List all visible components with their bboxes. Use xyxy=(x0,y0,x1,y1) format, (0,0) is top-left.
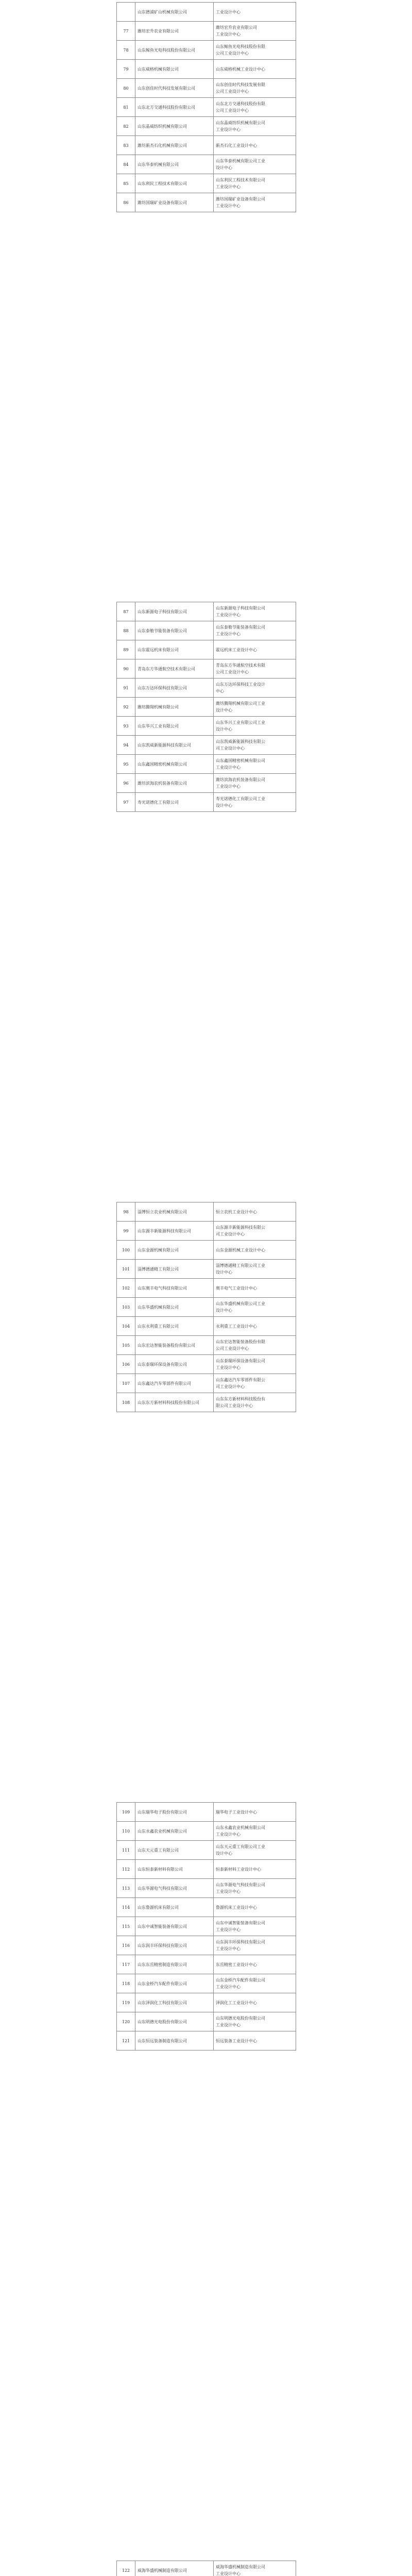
row-number-cell: 99 xyxy=(117,1222,135,1241)
row-number-cell: 95 xyxy=(117,755,135,774)
design-center-cell: 寿光诺德化工有限公司工业 设计中心 xyxy=(214,793,296,812)
design-center-cell: 山东永鑫农业机械有限公司 工业设计中心 xyxy=(214,1822,296,1841)
company-name-cell: 寿光诺德化工有限公司 xyxy=(135,793,214,812)
design-center-cell: 山东万达环保科技工业设计 中心 xyxy=(214,679,296,698)
design-center-cell: 泽润化工工业设计中心 xyxy=(214,1993,296,2012)
design-center-cell: 山东华源电气科技有限公司 工业设计中心 xyxy=(214,1879,296,1898)
design-center-cell: 山东鲸鱼光电科技股份有限 公司工业设计中心 xyxy=(214,41,296,60)
row-number-cell: 87 xyxy=(117,602,135,621)
design-center-cell: 山东创佳时代科技发展有限 公司工业设计中心 xyxy=(214,79,296,98)
row-number-cell: 82 xyxy=(117,117,135,136)
design-center-cell: 山东东方新材料科技股份有 限公司工业设计中心 xyxy=(214,1393,296,1412)
company-name-cell: 淄博恒立农业机械有限公司 xyxy=(135,1202,214,1222)
row-number-cell: 92 xyxy=(117,698,135,717)
table-row xyxy=(117,1841,296,1860)
row-number-cell: 119 xyxy=(117,1993,135,2012)
company-name-cell: 山东万达环保科技有限公司 xyxy=(135,679,214,698)
table-row xyxy=(117,155,296,174)
design-center-cell: 永利重工工业设计中心 xyxy=(214,1317,296,1336)
company-name-cell: 山东天元重工有限公司 xyxy=(135,1841,214,1860)
row-number-cell: 89 xyxy=(117,640,135,659)
table-row xyxy=(117,1955,296,1974)
row-number-cell: 111 xyxy=(117,1841,135,1860)
row-number-cell: 118 xyxy=(117,1974,135,1993)
table-row xyxy=(117,1336,296,1355)
company-name-cell: 山东瑞华电子股份有限公司 xyxy=(135,1803,214,1822)
design-center-cell: 山东鑫国精密机械有限公司 工业设计中心 xyxy=(214,755,296,774)
row-number-cell: 110 xyxy=(117,1822,135,1841)
table-row xyxy=(117,1803,296,1822)
design-center-cell: 山东润丰环保科技有限公司 工业设计中心 xyxy=(214,1936,296,1955)
table-row xyxy=(117,1222,296,1241)
design-center-cell: 潍坊滨海农机装备有限公司 工业设计中心 xyxy=(214,774,296,793)
design-center-cell: 淄博德通精工有限公司工业 设计中心 xyxy=(214,1260,296,1279)
table-row xyxy=(117,1993,296,2012)
design-center-cell: 山东金源机械工业设计中心 xyxy=(214,1241,296,1260)
design-center-cell: 威海华盛机械制造有限公司 工业设计中心 xyxy=(214,2561,296,2576)
company-name-cell: 山东华兴工业有限公司 xyxy=(135,717,214,736)
company-name-cell: 潍坊国瑞矿业设备有限公司 xyxy=(135,193,214,212)
table-row xyxy=(117,1355,296,1374)
table-row xyxy=(117,774,296,793)
table-row xyxy=(117,1202,296,1222)
design-center-cell: 山东明德光电股份有限公司 工业设计中心 xyxy=(214,2012,296,2031)
centers-table xyxy=(116,1202,296,1412)
design-center-cell: 瑞华电子工业设计中心 xyxy=(214,1803,296,1822)
table-row xyxy=(117,1241,296,1260)
table-row xyxy=(117,602,296,621)
table-row xyxy=(117,1917,296,1936)
design-center-cell: 山东金桥汽车配件有限公司 工业设计中心 xyxy=(214,1974,296,1993)
table-row xyxy=(117,1898,296,1917)
table-row xyxy=(117,1298,296,1317)
table-row xyxy=(117,2031,296,2050)
company-name-cell: 青岛东方华通航空技术有限公司 xyxy=(135,659,214,679)
centers-table xyxy=(116,602,296,812)
design-center-cell: 山东凯威新能源科技有限公 司工业设计中心 xyxy=(214,736,296,755)
company-name-cell: 山东永利重工有限公司 xyxy=(135,1317,214,1336)
company-name-cell: 山东东岳精密制造有限公司 xyxy=(135,1955,214,1974)
row-number-cell: 93 xyxy=(117,717,135,736)
company-name-cell: 山东新源电子科技有限公司 xyxy=(135,602,214,621)
table-row xyxy=(117,1260,296,1279)
row-number-cell: 84 xyxy=(117,155,135,174)
table-row xyxy=(117,98,296,117)
company-name-cell: 山东北方交通科技股份有限公司 xyxy=(135,98,214,117)
row-number-cell: 117 xyxy=(117,1955,135,1974)
design-center-cell: 新杰石化工业设计中心 xyxy=(214,136,296,155)
table-row xyxy=(117,117,296,136)
company-name-cell: 山东奥丰电气科技有限公司 xyxy=(135,1279,214,1298)
row-number-cell: 96 xyxy=(117,774,135,793)
company-name-cell: 山东华源电气科技有限公司 xyxy=(135,1879,214,1898)
table-row xyxy=(117,1374,296,1393)
table-row xyxy=(117,1860,296,1879)
row-number-cell: 94 xyxy=(117,736,135,755)
row-number-cell: 98 xyxy=(117,1202,135,1222)
row-number-cell: 100 xyxy=(117,1241,135,1260)
design-center-cell: 山东新源电子科技有限公司 工业设计中心 xyxy=(214,602,296,621)
row-number-cell xyxy=(117,3,135,22)
design-center-cell: 霍远机床工业设计中心 xyxy=(214,640,296,659)
table-row xyxy=(117,793,296,812)
row-number-cell: 103 xyxy=(117,1298,135,1317)
design-center-cell: 奥丰电气工业设计中心 xyxy=(214,1279,296,1298)
company-name-cell: 山东霍远机床有限公司 xyxy=(135,640,214,659)
row-number-cell: 97 xyxy=(117,793,135,812)
row-number-cell: 121 xyxy=(117,2031,135,2050)
row-number-cell: 108 xyxy=(117,1393,135,1412)
table-row xyxy=(117,1393,296,1412)
row-number-cell: 107 xyxy=(117,1374,135,1393)
design-center-cell: 山东晶威纺织机械有限公司 工业设计中心 xyxy=(214,117,296,136)
company-name-cell: 山东永鑫农业机械有限公司 xyxy=(135,1822,214,1841)
company-name-cell: 山东德浦矿山机械有限公司 xyxy=(135,3,214,22)
table-row xyxy=(117,717,296,736)
row-number-cell: 86 xyxy=(117,193,135,212)
row-number-cell: 88 xyxy=(117,621,135,640)
table-row xyxy=(117,736,296,755)
row-number-cell: 105 xyxy=(117,1336,135,1355)
company-name-cell: 潍坊新杰石化机械有限公司 xyxy=(135,136,214,155)
row-number-cell: 78 xyxy=(117,41,135,60)
row-number-cell: 77 xyxy=(117,22,135,41)
table-row xyxy=(117,1879,296,1898)
table-row xyxy=(117,621,296,640)
row-number-cell: 104 xyxy=(117,1317,135,1336)
row-number-cell: 81 xyxy=(117,98,135,117)
design-center-cell: 潍坊腾翔机械有限公司工业 设计中心 xyxy=(214,698,296,717)
table-row xyxy=(117,640,296,659)
row-number-cell: 90 xyxy=(117,659,135,679)
company-name-cell: 山东威格机械有限公司 xyxy=(135,60,214,79)
centers-table xyxy=(116,1802,296,2050)
design-center-cell: 东岳精密工业设计中心 xyxy=(214,1955,296,1974)
company-name-cell: 山东金桥汽车配件有限公司 xyxy=(135,1974,214,1993)
company-name-cell: 山东东方新材料科技股份有限公司 xyxy=(135,1393,214,1412)
design-center-cell: 山东宏达智能装备股份有限 公司工业设计中心 xyxy=(214,1336,296,1355)
row-number-cell: 112 xyxy=(117,1860,135,1879)
table-row xyxy=(117,22,296,41)
company-name-cell: 山东中诚智能装备有限公司 xyxy=(135,1917,214,1936)
design-center-cell: 潍坊宏升农业有限公司 工业设计中心 xyxy=(214,22,296,41)
company-name-cell: 潍坊宏升农业有限公司 xyxy=(135,22,214,41)
table-row xyxy=(117,174,296,193)
row-number-cell: 106 xyxy=(117,1355,135,1374)
company-name-cell: 山东明德光电股份有限公司 xyxy=(135,2012,214,2031)
company-name-cell: 威海华盛机械制造有限公司 xyxy=(135,2561,214,2576)
company-name-cell: 山东润丰环保科技有限公司 xyxy=(135,1936,214,1955)
company-name-cell: 山东泽润化工科技有限公司 xyxy=(135,1993,214,2012)
design-center-cell: 山东泰勒节能装备有限公司 工业设计中心 xyxy=(214,621,296,640)
table-row xyxy=(117,1974,296,1993)
company-name-cell: 山东鲸鱼光电科技股份有限公司 xyxy=(135,41,214,60)
company-name-cell: 山东华盛机械有限公司 xyxy=(135,1298,214,1317)
table-row xyxy=(117,79,296,98)
row-number-cell: 115 xyxy=(117,1917,135,1936)
design-center-cell: 山东华盛机械有限公司工业 设计中心 xyxy=(214,1298,296,1317)
company-name-cell: 山东恒泰新材料有限公司 xyxy=(135,1860,214,1879)
company-name-cell: 山东鑫国精密机械有限公司 xyxy=(135,755,214,774)
company-name-cell: 山东泰瑞环保设备有限公司 xyxy=(135,1355,214,1374)
company-name-cell: 潍坊腾翔机械有限公司 xyxy=(135,698,214,717)
company-name-cell: 山东宏达智能装备股份有限公司 xyxy=(135,1336,214,1355)
row-number-cell: 122 xyxy=(117,2561,135,2576)
table-row xyxy=(117,3,296,22)
table-row xyxy=(117,659,296,679)
table-row xyxy=(117,1279,296,1298)
design-center-cell: 山东华兴工业有限公司工业 设计中心 xyxy=(214,717,296,736)
company-name-cell: 山东凯威新能源科技有限公司 xyxy=(135,736,214,755)
design-center-cell: 山东泰瑞环保设备有限公司 工业设计中心 xyxy=(214,1355,296,1374)
design-center-cell: 山东利民工程技术有限公司 工业设计中心 xyxy=(214,174,296,193)
company-name-cell: 山东鑫达汽车零部件有限公司 xyxy=(135,1374,214,1393)
table-row xyxy=(117,2012,296,2031)
design-center-cell: 恒远装备工业设计中心 xyxy=(214,2031,296,2050)
design-center-cell: 山东源丰新能源科技有限公 司工业设计中心 xyxy=(214,1222,296,1241)
company-name-cell: 山东华泰机械有限公司 xyxy=(135,155,214,174)
company-name-cell: 山东泰勒节能装备有限公司 xyxy=(135,621,214,640)
design-center-cell: 山东鑫达汽车零部件有限公 司工业设计中心 xyxy=(214,1374,296,1393)
company-name-cell: 山东晶威纺织机械有限公司 xyxy=(135,117,214,136)
design-center-cell: 鲁源机床工业设计中心 xyxy=(214,1898,296,1917)
row-number-cell: 120 xyxy=(117,2012,135,2031)
table-row xyxy=(117,2561,296,2576)
company-name-cell: 山东利民工程技术有限公司 xyxy=(135,174,214,193)
row-number-cell: 113 xyxy=(117,1879,135,1898)
row-number-cell: 91 xyxy=(117,679,135,698)
design-center-cell: 恒立农机工业设计中心 xyxy=(214,1202,296,1222)
design-center-cell: 山东华泰机械有限公司工业 设计中心 xyxy=(214,155,296,174)
company-name-cell: 山东金源机械有限公司 xyxy=(135,1241,214,1260)
table-row xyxy=(117,755,296,774)
design-center-cell: 工业设计中心 xyxy=(214,3,296,22)
company-name-cell: 淄博德通精工有限公司 xyxy=(135,1260,214,1279)
company-name-cell: 山东恒远装备制造有限公司 xyxy=(135,2031,214,2050)
table-row xyxy=(117,41,296,60)
table-row xyxy=(117,60,296,79)
centers-table xyxy=(116,2561,296,2576)
row-number-cell: 101 xyxy=(117,1260,135,1279)
row-number-cell: 116 xyxy=(117,1936,135,1955)
company-name-cell: 潍坊滨海农机装备有限公司 xyxy=(135,774,214,793)
row-number-cell: 80 xyxy=(117,79,135,98)
table-row xyxy=(117,1936,296,1955)
company-name-cell: 山东源丰新能源科技有限公司 xyxy=(135,1222,214,1241)
design-center-cell: 山东天元重工有限公司工业 设计中心 xyxy=(214,1841,296,1860)
row-number-cell: 102 xyxy=(117,1279,135,1298)
design-center-cell: 山东威格机械工业设计中心 xyxy=(214,60,296,79)
company-name-cell: 山东创佳时代科技发展有限公司 xyxy=(135,79,214,98)
row-number-cell: 79 xyxy=(117,60,135,79)
row-number-cell: 83 xyxy=(117,136,135,155)
table-row xyxy=(117,679,296,698)
design-center-cell: 青岛东方华通航空技术有限 公司工业设计中心 xyxy=(214,659,296,679)
table-row xyxy=(117,1822,296,1841)
table-row xyxy=(117,698,296,717)
row-number-cell: 85 xyxy=(117,174,135,193)
company-name-cell: 山东鲁源机床有限公司 xyxy=(135,1898,214,1917)
table-row xyxy=(117,1317,296,1336)
design-center-cell: 恒泰新材料工业设计中心 xyxy=(214,1860,296,1879)
centers-table xyxy=(116,2,296,212)
table-row xyxy=(117,193,296,212)
row-number-cell: 114 xyxy=(117,1898,135,1917)
row-number-cell: 109 xyxy=(117,1803,135,1822)
design-center-cell: 山东北方交通科技股份有限 公司工业设计中心 xyxy=(214,98,296,117)
design-center-cell: 潍坊国瑞矿业设备有限公司 工业设计中心 xyxy=(214,193,296,212)
design-center-cell: 山东中诚智能装备有限公司 工业设计中心 xyxy=(214,1917,296,1936)
table-row xyxy=(117,136,296,155)
